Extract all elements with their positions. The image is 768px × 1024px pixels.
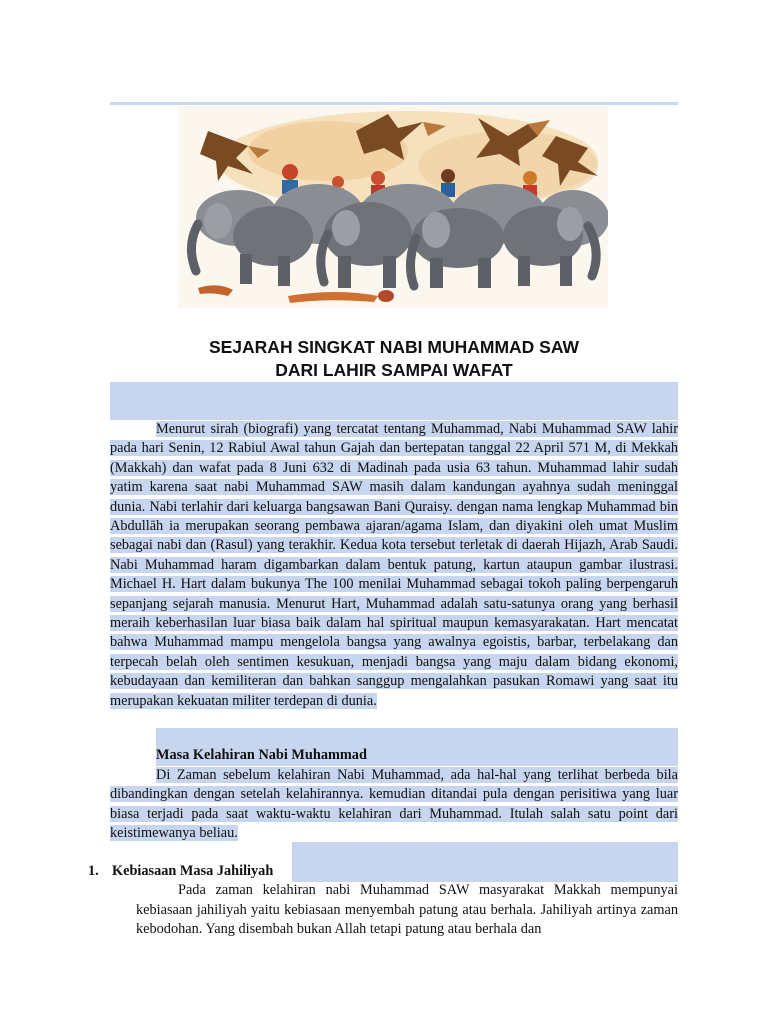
- highlight-block-top: [110, 382, 678, 420]
- paragraph-birth: [110, 766, 678, 844]
- paragraph-intro-text: Menurut sirah (biografi) yang tercatat tentang Muhammad, Nabi Muhammad SAW lahir pada hari Senin, 12 Rabiul Awal tahun Gajah dan bertepatan tanggal 22 April 571 M, di Mekkah (Makkah) dan wafat pada 8 Juni 632 di Madinah pada usia 63 tahun. Muhammad lahir sudah yatim karena saat nabi Muhammad SAW masih dalam kandungan ayahnya sudah meninggal dunia. Nabi terlahir dari keluarga bangsawan Bani Quraisy. dengan nama lengkap Muhammad bin Abdullāh ia merupakan seorang pembawa ajaran/agama Islam, dan diyakini oleh umat Muslim sebagai nabi dan (Rasul) yang terakhir. Kedua kota tersebut terletak di daerah Hijazh, Arab Saudi. Nabi Muhammad haram digambarkan dalam bentuk patung, kartun ataupun gambar ilustrasi. Michael H. Hart dalam bukunya The 100 menilai Muhammad sebagai tokoh paling berpengaruh sepanjang sejarah manusia. Menurut Hart, Muhammad adalah satu-satunya orang yang berhasil meraih keberhasilan luar biasa baik dalam hal spiritual maupun kemasyarakatan. Hart mencatat bahwa Muhammad mampu mengelola bangsa yang awalnya egoistis, barbar, terbelakang dan terpecah belah oleh sentimen kesukuan, menjadi bangsa yang maju dalam bidang ekonomi, kebudayaan dan kemiliteran dan bahkan sanggup mengalahkan pasukan Romawi yang saat itu merupakan kekuatan militer terdepan di dunia.: [110, 421, 678, 709]
- list-number: 1.: [88, 863, 99, 879]
- title-line-2: DARI LAHIR SAMPAI WAFAT: [275, 360, 513, 380]
- list-heading-text: Kebiasaan Masa Jahiliyah: [112, 863, 274, 879]
- elephant-army-illustration: [178, 106, 608, 308]
- paragraph-jahiliyah: [136, 881, 678, 940]
- top-rule: [110, 102, 678, 105]
- document-title: [110, 336, 678, 382]
- paragraph-birth-text: Di Zaman sebelum kelahiran Nabi Muhammad, ada hal-hal yang terlihat berbeda bila dibandingkan dengan setelah kelahirannya. kemudian ditandai pula dengan perisitiwa yang luar biasa terjadi pada saat waktu-waktu kelahiran dari Muhammad. Itulah salah satu point dari keistimewanya beliau.: [110, 767, 678, 842]
- paragraph-jahiliyah-text: Pada zaman kelahiran nabi Muhammad SAW masyarakat Makkah mempunyai kebiasaan jahiliyah yaitu kebiasaan menyembah patung atau berhala. Jahiliyah artinya zaman kebodohan. Yang disembah bukan Allah tetapi patung atau berhala dan: [136, 882, 678, 938]
- section-heading: Masa Kelahiran Nabi Muhammad: [156, 747, 367, 763]
- title-line-1: SEJARAH SINGKAT NABI MUHAMMAD SAW: [208, 337, 580, 357]
- paragraph-intro: [110, 420, 678, 711]
- highlight-block-bottom: [292, 842, 678, 882]
- list-heading: [88, 862, 273, 881]
